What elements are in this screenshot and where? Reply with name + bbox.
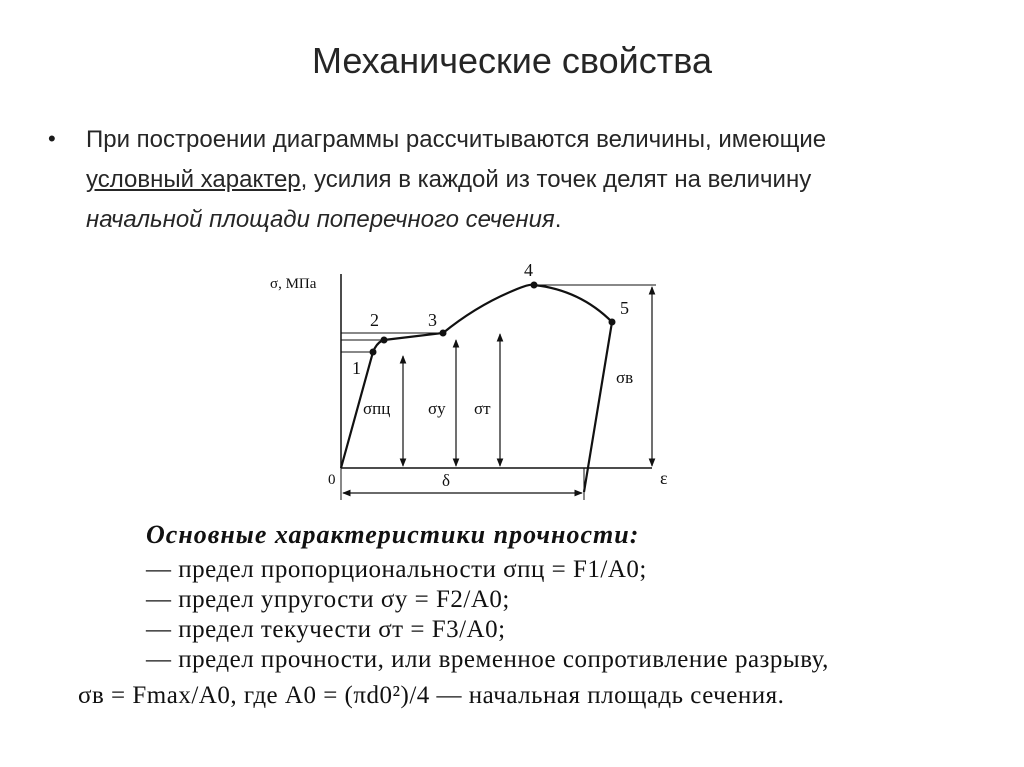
- delta-label: δ: [442, 471, 451, 490]
- point-label-2: 2: [370, 310, 379, 330]
- sigma-y-label: σу: [428, 399, 446, 418]
- y-axis-label: σ, МПа: [270, 276, 317, 292]
- point-label-3: 3: [428, 310, 437, 330]
- bullet-text: [86, 120, 926, 240]
- strength-line-proportionality: — предел пропорциональности σпц = F1/A0;: [146, 556, 647, 583]
- x-axis-label: ε: [660, 468, 668, 488]
- bullet-underlined-text: условный характер: [86, 166, 301, 193]
- strength-heading: Основные характеристики прочности:: [146, 520, 640, 549]
- bullet-text-part: .: [554, 206, 562, 233]
- bullet-text-part: При построении диаграммы рассчитываются величины, имеющие: [86, 126, 827, 153]
- bullet-text-part: , усилия в каждой из точек делят на величину: [300, 166, 812, 193]
- stress-strain-curve: [341, 285, 612, 492]
- origin-label: 0: [328, 472, 336, 488]
- point-label-5: 5: [620, 298, 629, 318]
- point-5: [609, 319, 616, 326]
- sigma-v-label: σв: [616, 368, 634, 387]
- point-label-4: 4: [524, 260, 533, 280]
- sigma-pc-label: σпц: [363, 399, 391, 418]
- strength-line-yield: — предел текучести σт = F3/A0;: [146, 616, 506, 643]
- point-2: [381, 337, 388, 344]
- point-4: [531, 282, 538, 289]
- bullet-marker: •: [48, 126, 56, 151]
- strength-line-formula: σв = Fmax/A0, где A0 = (πd0²)/4 — начальная площадь сечения.: [78, 682, 785, 709]
- strength-line-elasticity: — предел упругости σу = F2/A0;: [146, 586, 510, 613]
- bullet-italic-text: начальной площади поперечного сечения: [86, 206, 555, 233]
- sigma-t-label: σт: [474, 399, 491, 418]
- point-1: [370, 349, 377, 356]
- point-label-1: 1: [352, 358, 361, 378]
- slide-title: Механические свойства: [312, 40, 712, 81]
- point-3: [440, 330, 447, 337]
- stress-strain-diagram: [270, 252, 700, 504]
- strength-line-ultimate: — предел прочности, или временное сопротивление разрыву,: [146, 646, 829, 673]
